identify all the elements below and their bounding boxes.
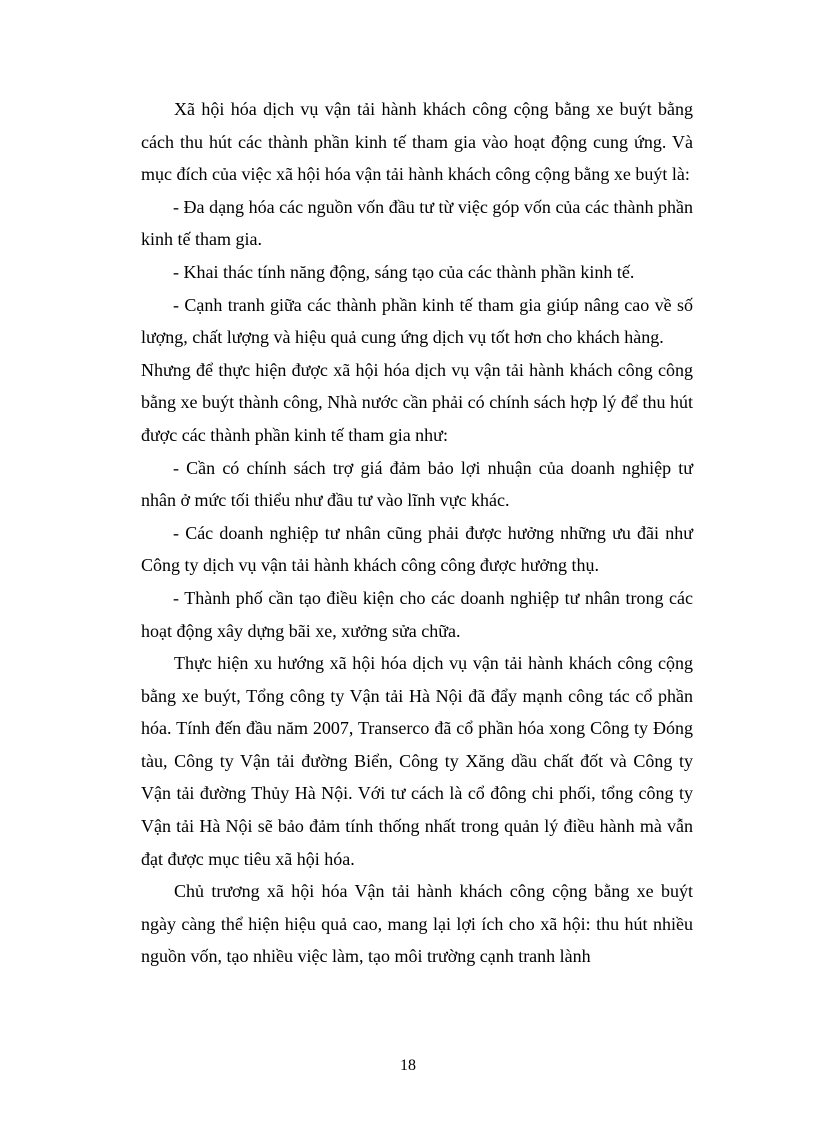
page-number: 18 xyxy=(400,1057,416,1074)
paragraph-intro: Xã hội hóa dịch vụ vận tải hành khách công cộng bằng xe buýt bằng cách thu hút các thành phần kinh tế tham gia vào hoạt động cung ứng. Và mục đích của việc xã hội hóa vận tải hành khách công cộng bằng xe buýt là: xyxy=(141,99,693,185)
bullet-exploit-dynamism: - Khai thác tính năng động, sáng tạo của các thành phần kinh tế. xyxy=(173,261,635,282)
bullet-diversify-capital: - Đa dạng hóa các nguồn vốn đầu tư từ việc góp vốn của các thành phần kinh tế tham gia. xyxy=(141,196,693,250)
document-body xyxy=(141,93,693,973)
bullet-private-incentives: - Các doanh nghiệp tư nhân cũng phải được hưởng những ưu đãi như Công ty dịch vụ vận tải hành khách công công được hưởng thụ. xyxy=(141,522,693,576)
paragraph-benefits: Chủ trương xã hội hóa Vận tải hành khách công cộng bằng xe buýt ngày càng thể hiện hiệu quả cao, mang lại lợi ích cho xã hội: thu hút nhiều nguồn vốn, tạo nhiều việc làm, tạo môi trường cạnh tranh lành xyxy=(141,881,693,967)
bullet-subsidy-policy: - Cần có chính sách trợ giá đảm bảo lợi nhuận của doanh nghiệp tư nhân ở mức tối thiểu như đầu tư vào lĩnh vực khác. xyxy=(141,457,693,511)
bullet-city-support: - Thành phố cần tạo điều kiện cho các doanh nghiệp tư nhân trong các hoạt động xây dựng bãi xe, xưởng sửa chữa. xyxy=(141,587,693,641)
bullet-competition: - Cạnh tranh giữa các thành phần kinh tế tham gia giúp nâng cao về số lượng, chất lượng và hiệu quả cung ứng dịch vụ tốt hơn cho khách hàng. xyxy=(141,294,693,348)
paragraph-transerco: Thực hiện xu hướng xã hội hóa dịch vụ vận tải hành khách công cộng bằng xe buýt, Tổng công ty Vận tải Hà Nội đã đẩy mạnh công tác cổ phần hóa. Tính đến đầu năm 2007, Transerco đã cổ phần hóa xong Công ty Đóng tàu, Công ty Vận tải đường Biển, Công ty Xăng dầu chất đốt và Công ty Vận tải đường Thủy Hà Nội. Với tư cách là cổ đông chi phối, tổng công ty Vận tải Hà Nội sẽ bảo đảm tính thống nhất trong quản lý điều hành mà vẫn đạt được mục tiêu xã hội hóa. xyxy=(141,653,693,869)
paragraph-state-policy: Nhưng để thực hiện được xã hội hóa dịch vụ vận tải hành khách công công bằng xe buýt thành công, Nhà nước cần phải có chính sách hợp lý để thu hút được các thành phần kinh tế tham gia như: xyxy=(141,359,693,445)
